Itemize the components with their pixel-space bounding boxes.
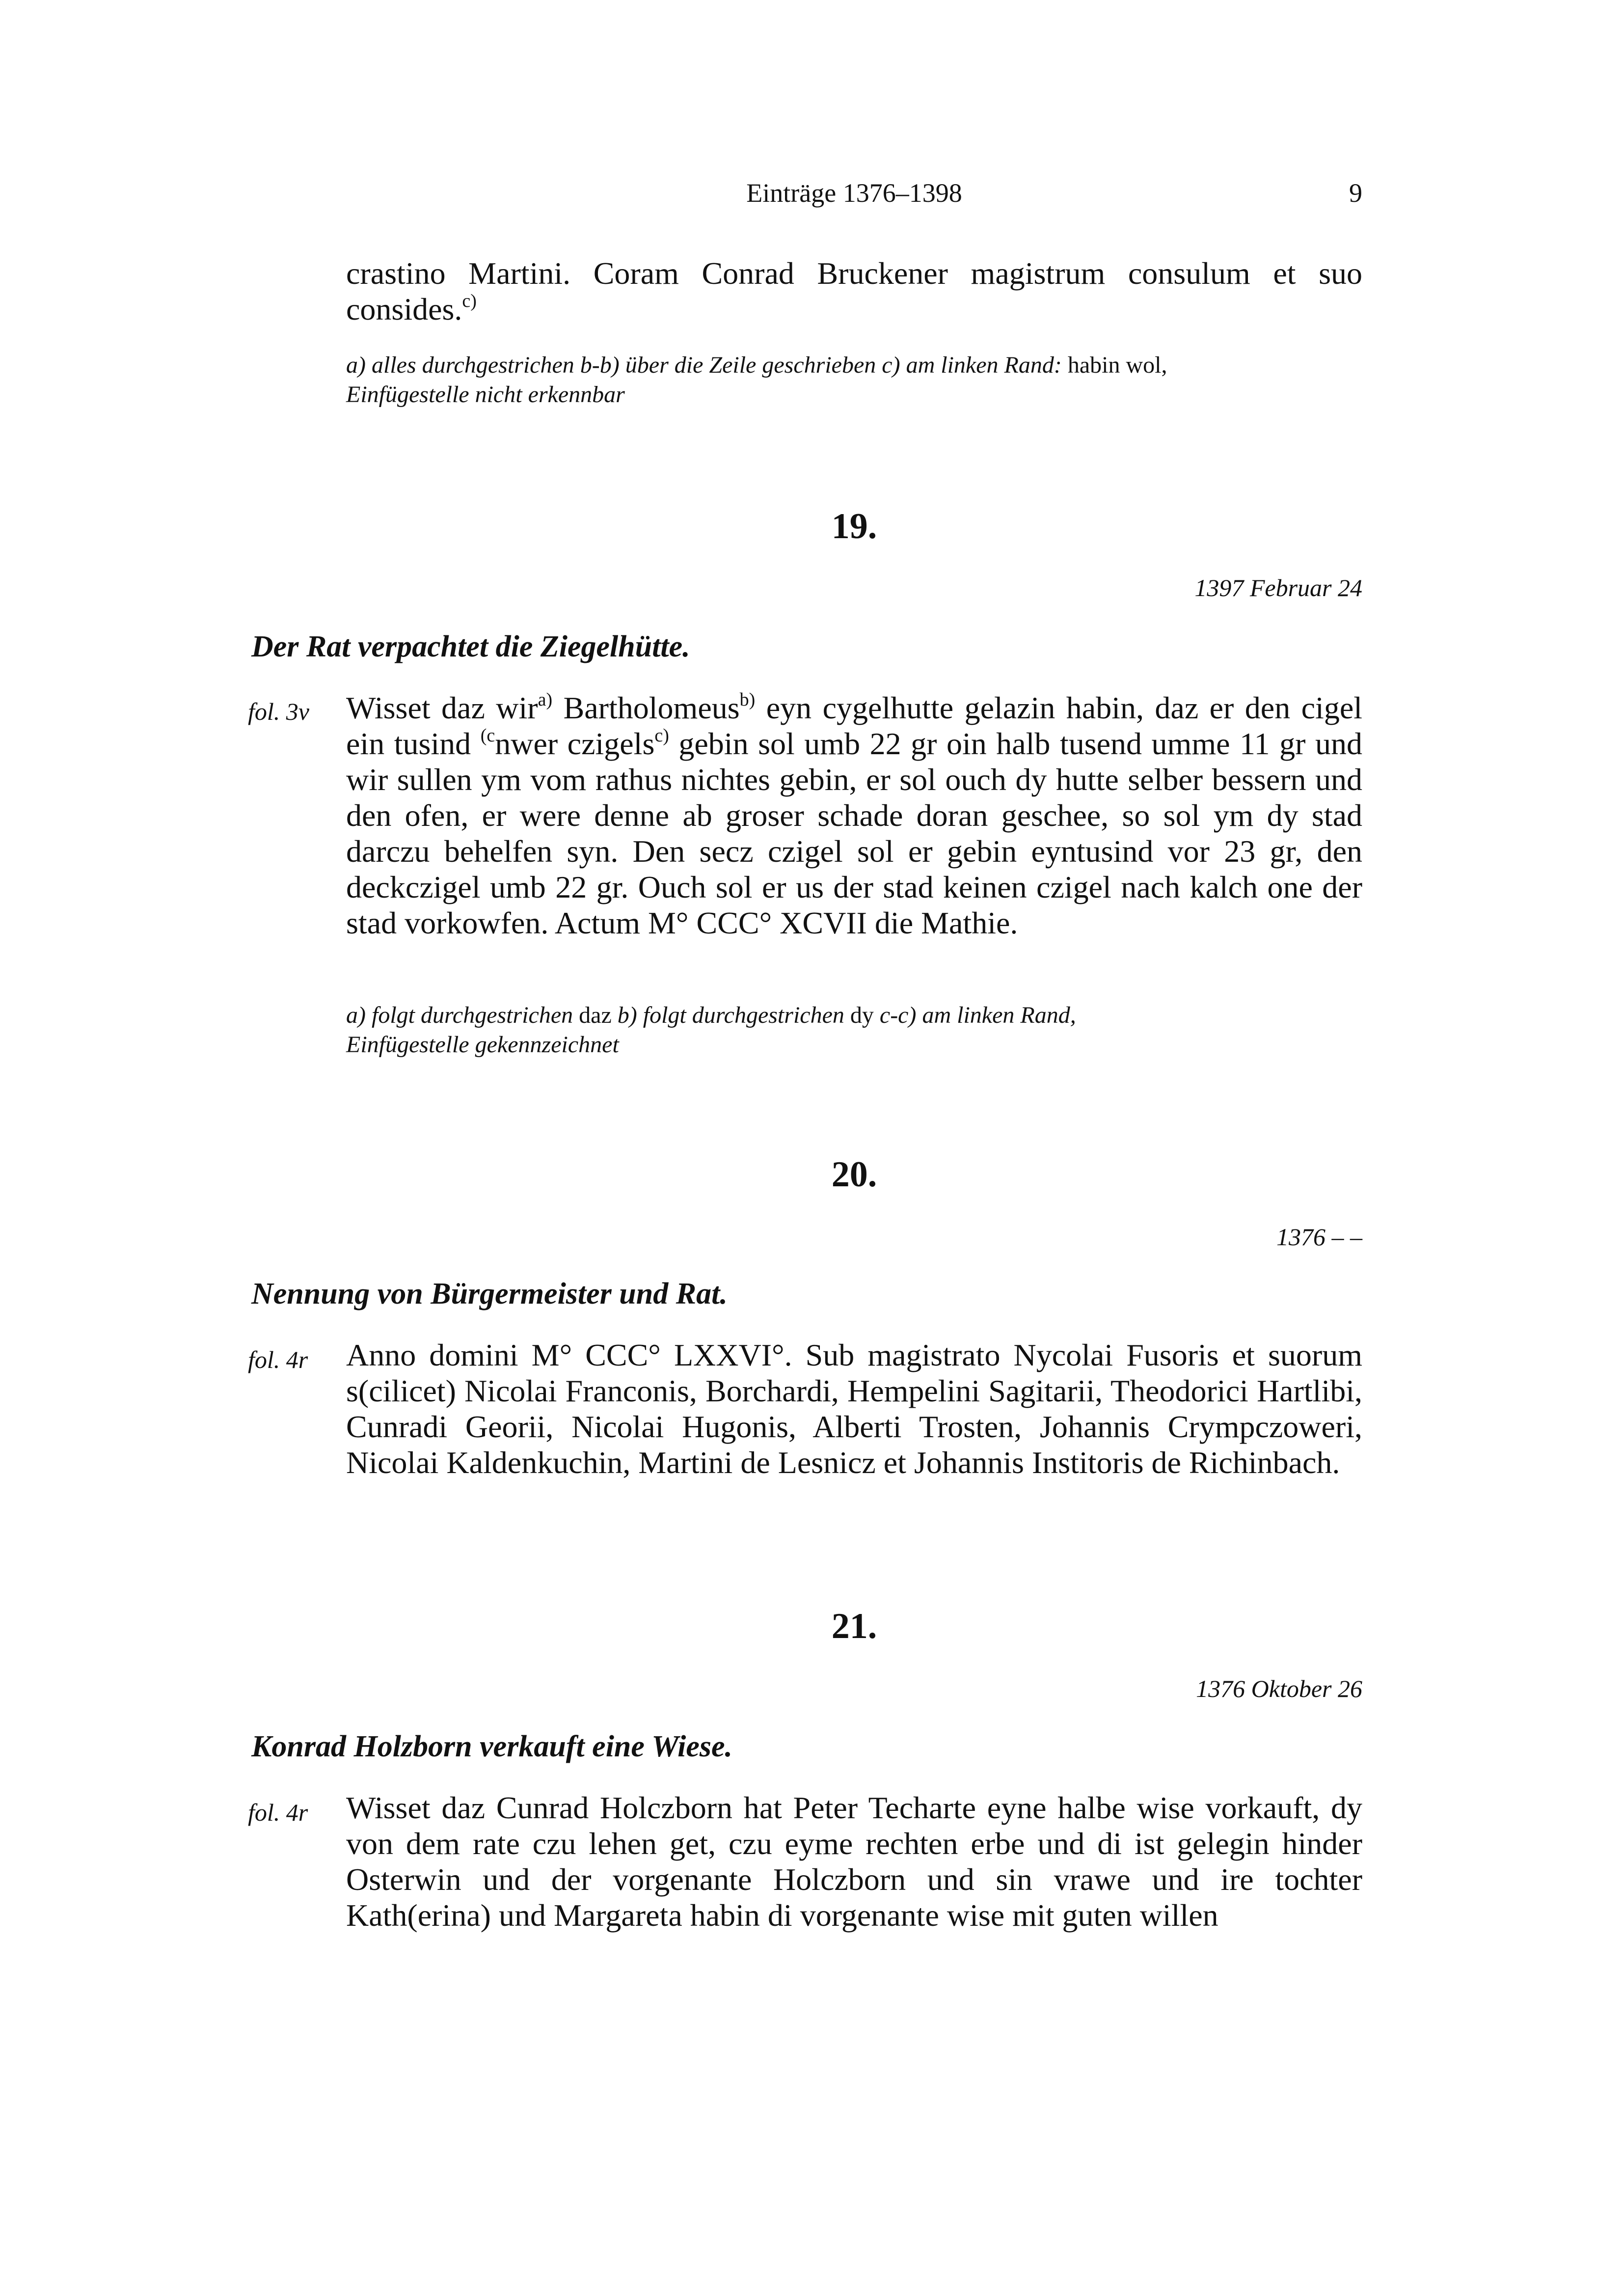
entry-19-date: 1397 Februar 24	[1194, 574, 1362, 601]
footnote-a-text: a) folgt durchgestrichen	[346, 1002, 579, 1028]
entry-19-text	[346, 690, 1362, 941]
entry-19-number: 19.	[831, 506, 877, 547]
entry-20-number: 20.	[831, 1154, 877, 1195]
footnote-upright-text: habin wol,	[1067, 352, 1167, 378]
footnote-b-word: dy	[850, 1002, 874, 1028]
entry-19-text-5: gebin sol umb 22 gr oin halb tusend umme 11 gr und wir sullen ym vom rathus nichtes gebin, er sol ouch dy hutte selber bessern und den ofen, er were denne ab groser schade doran geschee, so sol ym dy stad darczu behelfen syn. Den secz czigel sol er gebin eyntusind vor 23 gr, den deckczigel umb 22 gr. Ouch sol er us der stad keinen czigel nach kalch one der stad vorkowfen. Actum M° CCC° XCVII die Mathie.	[346, 726, 1363, 940]
running-title: Einträge 1376–1398	[746, 178, 962, 208]
footnote-text: a) alles durchgestrichen b-b) über die Zeile geschrieben c) am linken Rand:	[346, 352, 1068, 378]
entry-18-text-a: crastino Martini. Coram Conrad Bruckener magistrum consulum et suo consides.	[346, 256, 1362, 327]
running-header	[346, 178, 1362, 217]
entry-19-text-2: Bartholomeus	[552, 690, 740, 725]
entry-19-text-4: nwer czigels	[495, 726, 655, 761]
footnote-b-text: b) folgt durchgestrichen	[611, 1002, 850, 1028]
entry-18-footnote-line-1	[346, 351, 1362, 380]
footnote-marker-b: b)	[739, 689, 756, 710]
entry-21-date: 1376 Oktober 26	[1196, 1675, 1362, 1702]
footnote-marker-c-close: c)	[654, 725, 669, 746]
footnote-a-word: daz	[579, 1002, 612, 1028]
entry-19-footnote-line-2: Einfügestelle gekennzeichnet	[346, 1032, 619, 1058]
footnote-c-text: c-c) am linken Rand,	[873, 1002, 1076, 1028]
entry-20-title: Nennung von Bürgermeister und Rat.	[251, 1277, 728, 1311]
page-number: 9	[1349, 178, 1362, 208]
entry-19-text-3: eyn cygelhutte gelazin habin, daz er den cigel ein tusind	[346, 690, 1363, 761]
entry-19-text-1: Wisset daz wir	[346, 690, 538, 725]
entry-19-title: Der Rat verpachtet die Ziegelhütte.	[251, 630, 690, 663]
entry-20-text: Anno domini M° CCC° LXXVI°. Sub magistrato Nycolai Fusoris et suorum s(cilicet) Nicolai Franconis, Borchardi, Hempelini Sagitarii, Theodorici Hartlibi, Cunradi Georii, Nicolai Hugonis, Alberti Trosten, Johannis Crympczoweri, Nicolai Kaldenkuchin, Martini de Lesnicz et Johannis Institoris de Richinbach.	[346, 1338, 1362, 1480]
entry-18-footnote-line-2: Einfügestelle nicht erkennbar	[346, 382, 625, 408]
entry-18-footnotes	[346, 351, 1362, 410]
entry-19-folio: fol. 3v	[248, 698, 309, 725]
entry-19-footnote-line-1	[346, 1001, 1362, 1030]
footnote-marker-c: c)	[462, 291, 477, 311]
entry-21-number: 21.	[831, 1606, 877, 1646]
entry-21-text: Wisset daz Cunrad Holczborn hat Peter Techarte eyne halbe wise vorkauft, dy von dem rate czu lehen get, czu eyme rechten erbe und di ist gelegin hinder Osterwin und der vorgenante Holczborn und sin vrawe und ire tochter Kath(erina) und Margareta habin di vorgenante wise mit guten willen	[346, 1790, 1362, 1933]
entry-18-text	[346, 255, 1362, 327]
footnote-marker-c-open: (c	[480, 725, 495, 746]
entry-19-footnotes	[346, 1001, 1362, 1060]
entry-20-folio: fol. 4r	[248, 1346, 308, 1373]
footnote-marker-a: a)	[538, 689, 553, 710]
entry-21-folio: fol. 4r	[248, 1799, 308, 1826]
entry-20-date: 1376 – –	[1276, 1223, 1362, 1251]
entry-21-title: Konrad Holzborn verkauft eine Wiese.	[251, 1730, 733, 1763]
